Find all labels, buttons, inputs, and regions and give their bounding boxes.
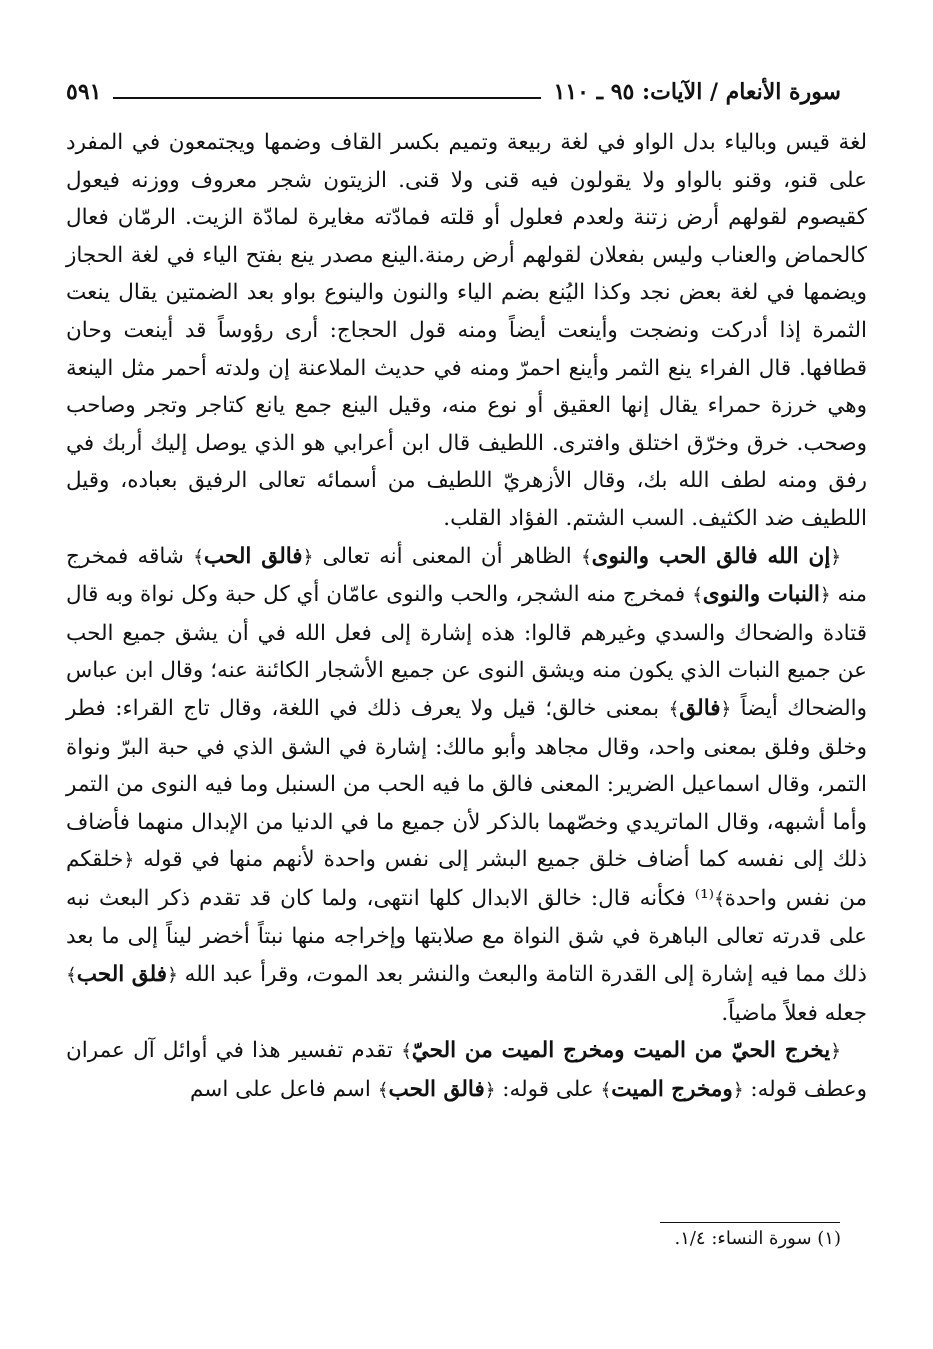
body-paragraph xyxy=(66,1032,867,1109)
quran-bracket: ﴿ xyxy=(302,546,314,568)
quran-quote: فالق xyxy=(679,695,721,721)
text-run: على قوله: xyxy=(495,1076,601,1102)
quran-bracket: ﴾ xyxy=(580,546,592,568)
quran-quote: فالق الحب xyxy=(203,543,303,569)
quran-bracket: ﴾ xyxy=(193,546,204,568)
quran-bracket: ﴾ xyxy=(713,888,725,910)
quran-bracket: ﴿ xyxy=(819,585,831,607)
text-run: جعله فعلاً ماضياً. xyxy=(721,1000,867,1026)
quran-quote: فلق الحب xyxy=(76,962,168,988)
quran-bracket: ﴿ xyxy=(720,698,732,720)
header-rule xyxy=(113,97,541,99)
text-run: بمعنى خالق؛ قيل ولا يعرف ذلك في اللغة، وقال تاج القراء: فطر وخلق وفلق بمعنى واحد، وقال مجاهد وأبو مالك: إشارة في الشق الذي في حبة البرّ ونواة التمر، وقال اسماعيل الضرير: المعنى فالق ما فيه الحب من السنبل وما فيه النوى من التمر وأما أشبهه، وقال الماتريدي وخصّهما بالذكر لأن جميع ما في الدنيا من الإبدال منهما فأضاف ذلك إلى نفسه كما أضاف خلق جميع البشر إلى نفس واحدة لأنهم منها في قوله xyxy=(66,695,867,873)
quran-bracket: ﴿ xyxy=(167,965,178,987)
text-run: شاقه فمخرج منه xyxy=(66,543,867,608)
quran-bracket: ﴿ xyxy=(484,1079,496,1101)
text-run: فمخرج منه الشجر، والحب والنوى عامّان أي كل حبة وكل نواة وبه قال قتادة والضحاك والسدي وغيرهم قالوا: هذه إشارة إلى فعل الله في أن يشق جميع الحب عن جميع النبات الذي يكون منه ويشق النوى عن جميع الأشجار الكائنة عنه؛ وقال ابن عباس والضحاك أيضاً xyxy=(66,582,867,721)
quran-bracket: ﴿ xyxy=(830,1041,841,1063)
text-run: ⁽¹⁾ فكأنه قال: خالق الابدال كلها انتهى، ولما كان قد تقدم ذكر البعث نبه على قدرته تعالى الباهرة في شق النواة مع صلابتها وإخراجه منها نبتاً أخضر ليناً إلى ما بعد ذلك مما فيه إشارة إلى القدرة التامة والبعث والنشر بعد الموت، وقرأ عبد الله xyxy=(66,885,868,988)
quran-bracket: ﴾ xyxy=(66,965,77,987)
text-run: خلقكم من نفس واحدة xyxy=(66,847,867,911)
quran-quote: ومخرج الميت xyxy=(611,1076,733,1102)
body-paragraph xyxy=(66,538,867,1033)
page-number: ٥٩١ xyxy=(66,79,102,105)
quran-quote: فالق الحب xyxy=(388,1076,485,1102)
text-run: تقدم تفسير هذا في أوائل آل عمران وعطف قوله: xyxy=(66,1038,867,1102)
text-run: الظاهر أن المعنى أنه تعالى xyxy=(313,543,581,569)
header-title: سورة الأنعام / الآيات: ٩٥ ـ ١١٠ xyxy=(553,79,841,105)
running-header xyxy=(66,72,841,112)
footnote: (١) سورة النساء: ١/٤. xyxy=(674,1228,841,1249)
quran-quote: النبات والنوى xyxy=(702,582,820,608)
quran-bracket: ﴾ xyxy=(401,1041,412,1063)
quran-bracket: ﴾ xyxy=(692,585,703,607)
body-paragraph xyxy=(66,124,867,538)
footnote-rule xyxy=(660,1222,840,1223)
text-run: اسم فاعل على اسم xyxy=(190,1076,378,1102)
text-run: لغة قيس وبالياء بدل الواو في لغة ربيعة وتميم بكسر القاف وضمها ويجتمعون في المفرد على قنو، وقنو بالواو ولا يقولون فيه قنى ولا قنى. الزيتون شجر معروف ووزنه فيعول كقيصوم لقولهم أرض زتنة ولعدم فعلول أو قلته فمادّته مغايرة لمادّة الزيت. الرمّان فعال كالحماض والعناب وليس بفعلان لقولهم أرض رمنة.الينع مصدر ينع بفتح الياء في لغة الحجاز ويضمها في لغة بعض نجد وكذا اليُنع بضم الياء والنون والينوع بواو بعد الضمتين يقال ينعت الثمرة إذا أدركت ونضجت وأينعت أيضاً ومنه قول الحجاج: أرى رؤوساً قد أينعت وحان قطافها. قال الفراء ينع الثمر وأينع احمرّ ومنه في حديث الملاعنة إن ولدته أحمر مثل الينعة وهي خرزة حمراء يقال إنها العقيق أو نوع منه، وقيل الينع جمع يانع كتاجر وتجر وصاحب وصحب. خرق وخرّق اختلق وافترى. اللطيف قال ابن أعرابي هو الذي يوصل إليك أربك في رفق ومنه لطف الله بك، وقال الأزهريّ اللطيف من أسمائه تعالى الرفيق بعباده، وقيل اللطيف ضد الكثيف. السب الشتم. الفؤاد القلب. xyxy=(66,130,867,531)
quran-quote: يخرج الحيّ من الميت ومخرج الميت من الحيّ xyxy=(411,1038,831,1064)
quran-bracket: ﴿ xyxy=(830,546,841,568)
quran-bracket: ﴾ xyxy=(600,1079,612,1101)
body-text xyxy=(66,124,867,1109)
quran-bracket: ﴾ xyxy=(668,698,680,720)
quran-bracket: ﴿ xyxy=(123,850,135,872)
quran-bracket: ﴿ xyxy=(732,1079,744,1101)
quran-quote: إن الله فالق الحب والنوى xyxy=(591,543,831,569)
quran-bracket: ﴾ xyxy=(377,1079,389,1101)
